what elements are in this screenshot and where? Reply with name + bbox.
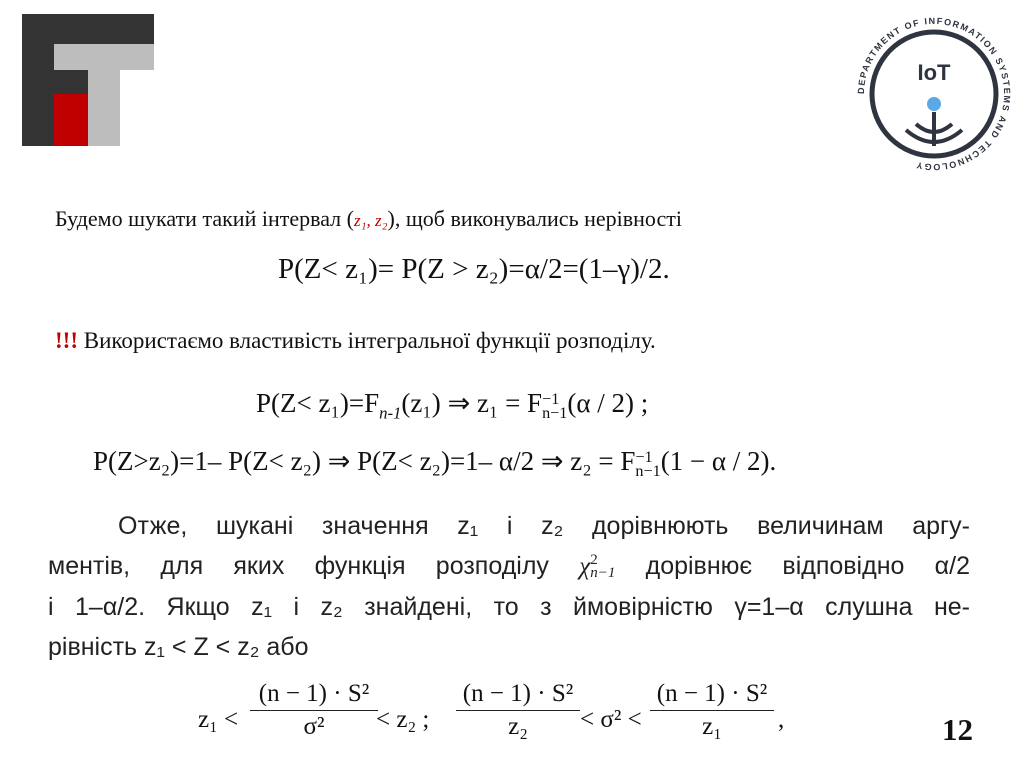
fraction-1-denominator: σ² — [303, 713, 325, 740]
chi-symbol: χ — [579, 553, 591, 580]
paragraph-line-4: рівність z₁ < Z < z₂ або — [48, 633, 309, 661]
eq2-rhs-sub: n−1 — [542, 403, 568, 422]
paragraph-line-2-text-a: ментів, для яких функція розподілу — [48, 552, 580, 580]
chi-sub: n−1 — [590, 565, 616, 582]
svg-text:DEPARTMENT OF INFORMATION SYST — [856, 16, 1012, 172]
fraction-1 — [250, 680, 378, 741]
property-note — [55, 328, 656, 354]
equation-probabilities: P(Z< z₁)= P(Z > z₂)=α/2=(1–γ)/2. — [278, 253, 670, 285]
intro-text-after: ), щоб виконувались нерівності — [387, 206, 682, 231]
eq2-rhs: z₁ = F — [476, 388, 543, 418]
eq3-tail: (1 − α / 2). — [660, 446, 777, 476]
eq2-lhs: P(Z< z₁)=F — [256, 388, 380, 418]
iot-center-text: IoT — [917, 60, 951, 85]
fraction-2-numerator: (n − 1) · S² — [456, 680, 580, 711]
fraction-3-numerator: (n − 1) · S² — [650, 680, 774, 711]
f1-left: z₁ < — [198, 706, 239, 733]
fraction-3 — [650, 680, 774, 741]
fraction-3-denominator: z₁ — [702, 713, 722, 740]
implies-arrow: ⇒ — [540, 446, 564, 476]
eq2-lhs-sub: n-1 — [379, 403, 402, 423]
implies-arrow: ⇒ — [327, 446, 351, 476]
fraction-2 — [456, 680, 580, 741]
paragraph-line-2-text-b: дорівнює відповідно α/2 — [615, 552, 970, 580]
f1-right: < z₂ ; — [376, 706, 430, 733]
equation-z1 — [256, 388, 648, 423]
exclamation-marks: !!! — [55, 328, 78, 353]
f2-mid: < σ² < — [580, 706, 642, 733]
variance-interval-formula — [198, 676, 798, 764]
interval-variables: z₁, z₂ — [353, 211, 388, 230]
implies-arrow: ⇒ — [447, 388, 471, 418]
eq3-sup: −1 — [635, 447, 653, 466]
intro-sentence — [55, 206, 682, 232]
eq2-lhs-tail: (z₁) — [401, 388, 441, 418]
fraction-2-denominator: z₂ — [508, 713, 528, 740]
iot-department-logo — [846, 6, 1022, 182]
paragraph-line-2 — [48, 546, 970, 587]
ft-logo — [22, 14, 154, 146]
f3-end: , — [778, 706, 785, 733]
paragraph-line-3: і 1–α/2. Якщо z₁ і z₂ знайдені, то з ймовірністю γ=1–α слушна не- — [48, 593, 970, 621]
eq2-rhs-sup: −1 — [542, 389, 560, 408]
iot-ring-text: DEPARTMENT OF INFORMATION SYSTEMS AND TECHNOLOGY — [855, 15, 1013, 173]
property-note-text: Використаємо властивість інтегральної функції розподілу. — [77, 328, 656, 353]
paragraph-line-1: Отже, шукані значення z₁ і z₂ дорівнюють величинам аргу- — [118, 512, 970, 540]
equation-z2 — [93, 446, 776, 478]
eq2-rhs-tail: (α / 2) ; — [567, 388, 649, 418]
eq3-sub: n−1 — [635, 461, 661, 480]
eq3-part-a: P(Z>z₂)=1– P(Z< z₂) — [93, 446, 321, 476]
chi-sup: 2 — [590, 552, 598, 569]
page-number: 12 — [942, 712, 973, 747]
eq3-part-b: P(Z< z₂)=1– α/2 — [357, 446, 535, 476]
conclusion-paragraph — [48, 506, 970, 667]
eq3-part-c: z₂ = F — [570, 446, 636, 476]
intro-text-before: Будемо шукати такий інтервал ( — [55, 206, 354, 231]
fraction-1-numerator: (n − 1) · S² — [250, 680, 378, 711]
